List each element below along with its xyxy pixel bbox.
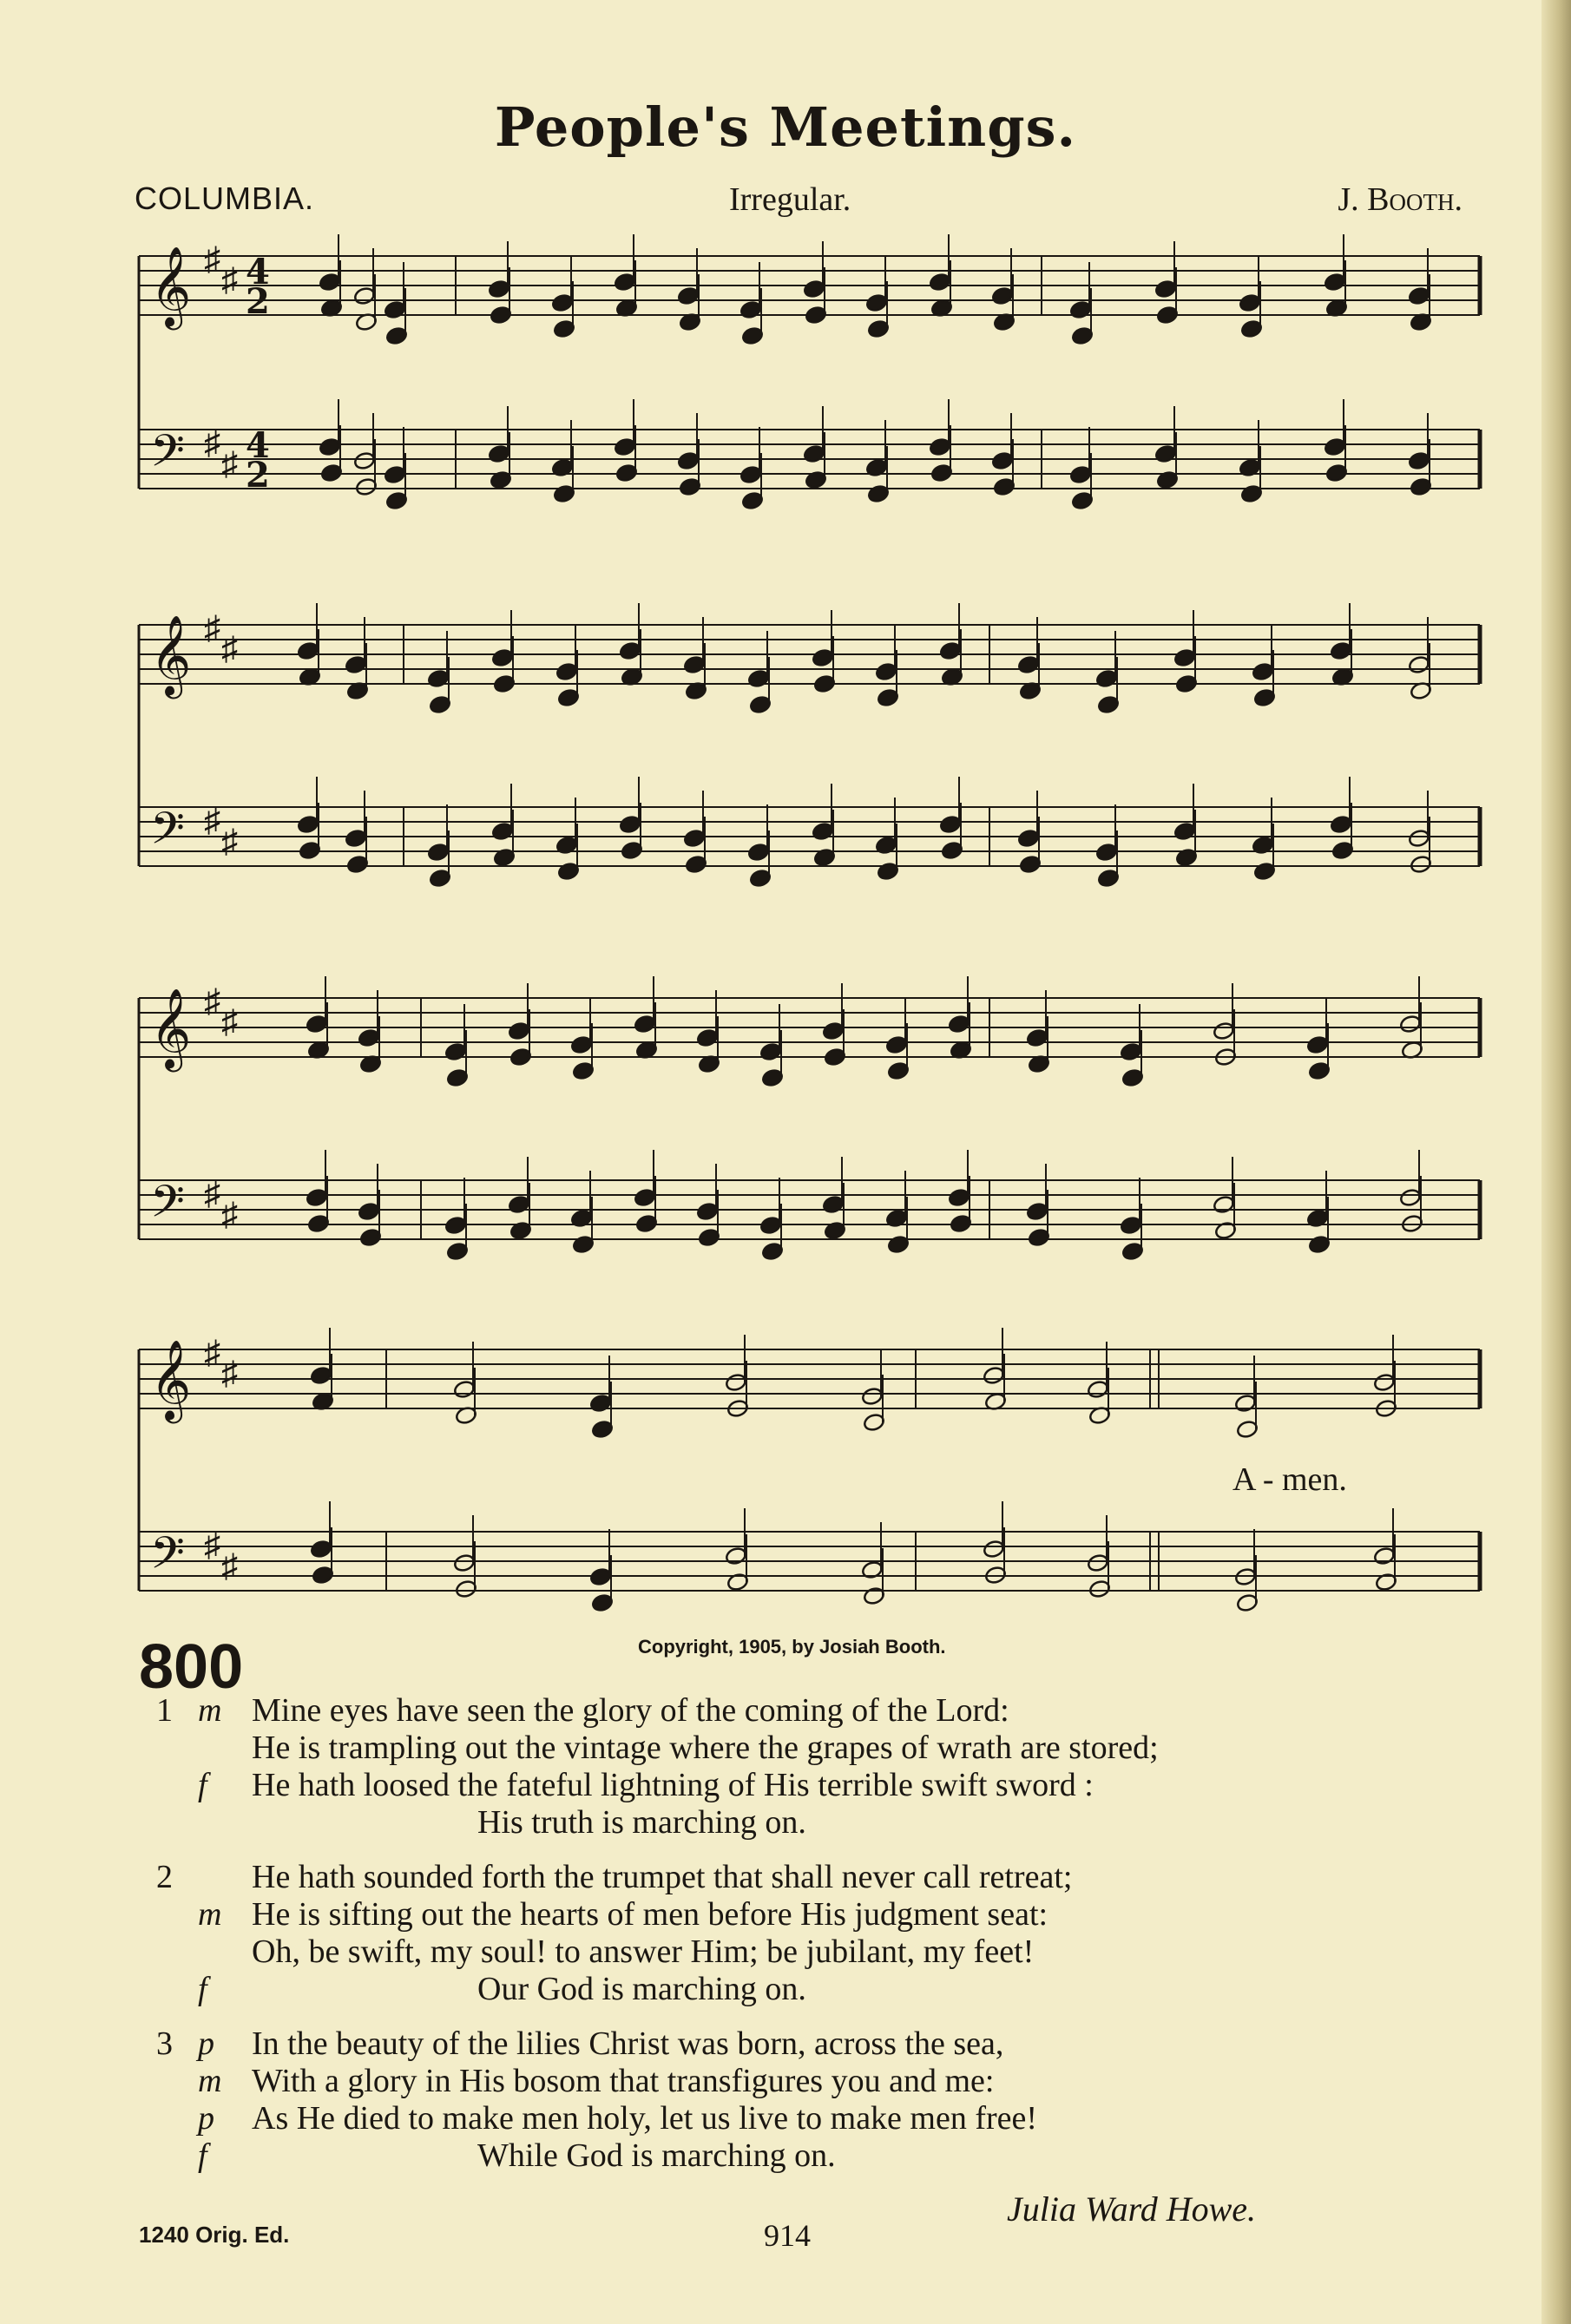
score-svg-4 xyxy=(135,1302,1484,1614)
bass-staff xyxy=(139,1180,1480,1239)
verse-text: Oh, be swift, my soul! to answer Him; be jubilant, my feet! xyxy=(252,1933,1035,1970)
time-signature: 2 xyxy=(246,455,270,496)
tune-composer: J. Booth. xyxy=(1338,181,1463,218)
hymn-verses xyxy=(148,1692,1449,2175)
page-title: People's Meetings. xyxy=(494,95,1077,159)
amen-lyric: A - men. xyxy=(1232,1461,1347,1498)
verse-line xyxy=(148,2137,1449,2175)
verse-text: He is sifting out the hearts of men before His judgment seat: xyxy=(252,1896,1048,1933)
sharp-sign: ♯ xyxy=(221,1548,238,1585)
verse-text: He hath sounded forth the trumpet that shall never call retreat; xyxy=(252,1859,1073,1895)
verse-line xyxy=(148,1896,1449,1933)
sharp-sign: ♯ xyxy=(204,803,220,839)
treble-clef: 𝄞 xyxy=(150,1339,192,1420)
dynamic-mark: p xyxy=(198,2100,214,2137)
bass-staff xyxy=(139,1532,1480,1591)
sharp-sign: ♯ xyxy=(204,1335,220,1371)
treble-clef: 𝄞 xyxy=(150,988,192,1068)
score-svg-3 xyxy=(135,963,1484,1284)
edition-note: 1240 Orig. Ed. xyxy=(139,2222,290,2248)
dynamic-mark: p xyxy=(198,2025,214,2062)
verse-text: He hath loosed the fateful lightning of His terrible swift sword : xyxy=(252,1767,1094,1803)
bass-clef: 𝄢 xyxy=(150,424,185,488)
bass-clef: 𝄢 xyxy=(150,1175,185,1238)
verse-line xyxy=(148,1767,1449,1804)
sharp-sign: ♯ xyxy=(221,631,238,667)
tune-meter: Irregular. xyxy=(729,181,851,218)
verse-text: Mine eyes have seen the glory of the coming of the Lord: xyxy=(252,1692,1009,1729)
verse-number: 1 xyxy=(156,1692,173,1729)
verse-refrain: His truth is marching on. xyxy=(477,1804,806,1841)
verse-line xyxy=(148,1933,1449,1971)
score-svg-1 xyxy=(135,234,1484,529)
bass-staff xyxy=(139,807,1480,866)
music-system-1 xyxy=(135,234,1484,529)
music-system-3 xyxy=(135,963,1484,1284)
dynamic-mark: m xyxy=(198,2063,222,2099)
sharp-sign: ♯ xyxy=(204,241,220,278)
verse-refrain: Our God is marching on. xyxy=(477,1971,806,2007)
time-signature: 2 xyxy=(246,281,270,322)
sharp-sign: ♯ xyxy=(221,1197,238,1233)
verse-line xyxy=(148,2025,1449,2063)
verse-number: 2 xyxy=(156,1859,173,1895)
page-number: 914 xyxy=(764,2218,811,2253)
verse-text: In the beauty of the lilies Christ was born, across the sea, xyxy=(252,2025,1004,2062)
dynamic-mark: m xyxy=(198,1896,222,1933)
hymn-number: 800 xyxy=(139,1632,244,1702)
page-edge xyxy=(1541,0,1571,2324)
tune-name: COLUMBIA. xyxy=(135,181,315,216)
copyright-notice: Copyright, 1905, by Josiah Booth. xyxy=(638,1636,946,1658)
tune-header xyxy=(135,181,1463,224)
bass-clef: 𝄢 xyxy=(150,1526,185,1590)
verse-line xyxy=(148,1971,1449,2008)
sharp-sign: ♯ xyxy=(221,1356,238,1392)
verse-line xyxy=(148,1692,1449,1730)
sharp-sign: ♯ xyxy=(204,983,220,1020)
treble-staff xyxy=(139,998,1480,1057)
verse-line xyxy=(148,1730,1449,1767)
dynamic-mark: f xyxy=(198,1971,207,2007)
treble-staff xyxy=(139,1349,1480,1408)
sharp-sign: ♯ xyxy=(204,1176,220,1212)
sharp-sign: ♯ xyxy=(204,610,220,647)
sharp-sign: ♯ xyxy=(204,1527,220,1564)
sharp-sign: ♯ xyxy=(221,262,238,299)
dynamic-mark: f xyxy=(198,2137,207,2174)
sharp-sign: ♯ xyxy=(221,824,238,860)
verse-line xyxy=(148,2063,1449,2100)
dynamic-mark: f xyxy=(198,1767,207,1803)
verse-text: As He died to make men holy, let us live to make men free! xyxy=(252,2100,1038,2137)
treble-clef: 𝄞 xyxy=(150,246,192,326)
verse-text: He is trampling out the vintage where the grapes of wrath are stored; xyxy=(252,1730,1159,1766)
sharp-sign: ♯ xyxy=(221,1004,238,1041)
verse-text: With a glory in His bosom that transfigures you and me: xyxy=(252,2063,995,2099)
verse-refrain: While God is marching on. xyxy=(477,2137,836,2174)
verse-line xyxy=(148,2100,1449,2137)
sharp-sign: ♯ xyxy=(204,425,220,462)
sharp-sign: ♯ xyxy=(221,446,238,483)
treble-clef: 𝄞 xyxy=(150,614,192,695)
time-signature: 4 xyxy=(246,425,270,466)
score-svg-2 xyxy=(135,590,1484,903)
verse-line xyxy=(148,1859,1449,1896)
dynamic-mark: m xyxy=(198,1692,222,1729)
treble-staff xyxy=(139,625,1480,684)
music-system-2 xyxy=(135,590,1484,903)
verse-number: 3 xyxy=(156,2025,173,2062)
verse-line xyxy=(148,1804,1449,1841)
time-signature: 4 xyxy=(246,252,270,292)
music-system-4 xyxy=(135,1302,1484,1614)
author-credit: Julia Ward Howe. xyxy=(1007,2189,1257,2229)
bass-clef: 𝄢 xyxy=(150,802,185,865)
